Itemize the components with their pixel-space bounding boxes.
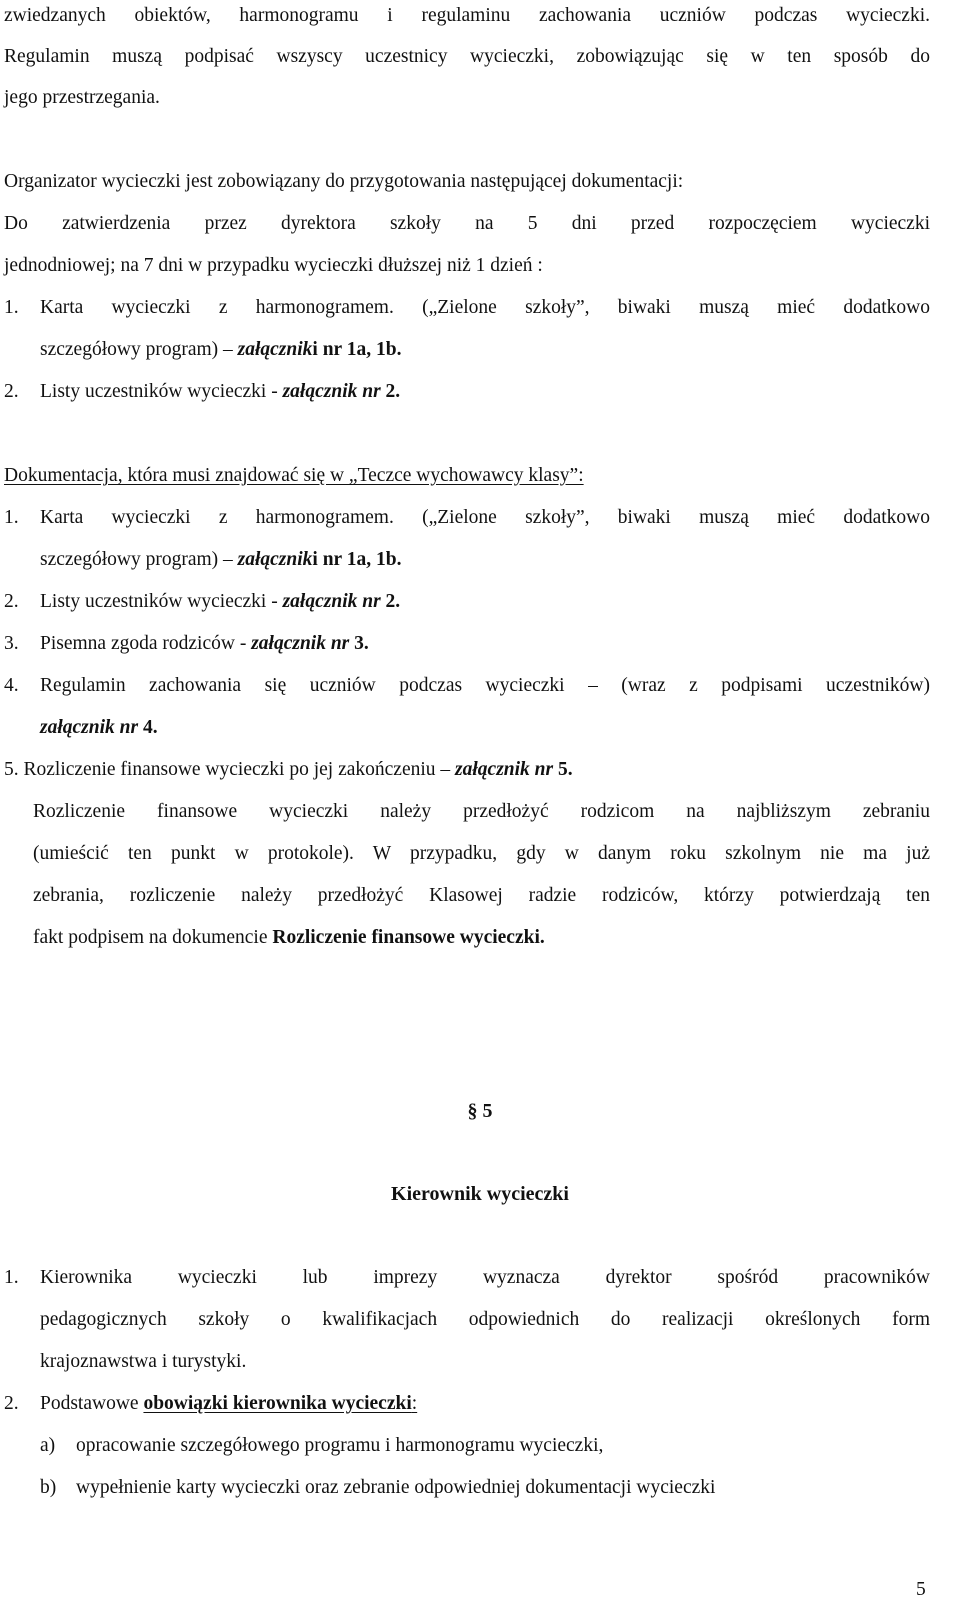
settlement-text: fakt podpisem na dokumencie (33, 927, 273, 948)
attachment-ref: załącznik nr (282, 591, 381, 612)
attachment-ref: załącznik nr (40, 717, 139, 738)
sublist-label: a) (40, 1435, 56, 1456)
list-number: 4. (4, 675, 19, 696)
page-number: 5 (916, 1579, 926, 1600)
attachment-ref-number: i nr 1a, 1b. (312, 339, 402, 360)
sublist-item-text: wypełnienie karty wycieczki oraz zebranie odpowiedniej dokumentacji wycieczki (76, 1477, 716, 1498)
list-item-text: Kierownika wycieczki lub imprezy wyznacza dyrektor spośród pracowników (40, 1267, 930, 1288)
folder-heading: Dokumentacja, która musi znajdować się w „Teczce wychowawcy klasy”: (4, 465, 584, 486)
list-item-continuation: pedagogicznych szkoły o kwalifikacjach odpowiednich do realizacji określonych form (40, 1309, 930, 1330)
item-text: Pisemna zgoda rodziców - (40, 633, 252, 654)
list-item-text (40, 632, 960, 656)
item-text: 5. Rozliczenie finansowe wycieczki po jej zakończeniu – (4, 759, 456, 780)
document-name: Rozliczenie finansowe wycieczki. (272, 927, 545, 948)
attachment-ref-number: 2. (380, 591, 401, 612)
list-item-continuation (40, 716, 960, 740)
organizer-intro: Organizator wycieczki jest zobowiązany do przygotowania następującej dokumentacji: (4, 171, 684, 192)
list-item-continuation (40, 338, 960, 362)
approval-line: jednodniowej; na 7 dni w przypadku wycieczki dłuższej niż 1 dzień : (4, 255, 543, 276)
list-item-text: Karta wycieczki z harmonogramem. („Zielone szkoły”, biwaki muszą mieć dodatkowo (40, 297, 930, 318)
settlement-line: (umieścić ten punkt w protokole). W przypadku, gdy w danym roku szkolnym nie ma już (33, 843, 930, 864)
item-text: Podstawowe (40, 1393, 144, 1414)
continuation-text: szczegółowy program) – (40, 549, 238, 570)
paragraph-line: jego przestrzegania. (4, 87, 160, 108)
paragraph-line: zwiedzanych obiektów, harmonogramu i regulaminu zachowania uczniów podczas wycieczki. (4, 5, 930, 26)
attachment-ref-number: 4. (138, 717, 158, 738)
list-item-text (40, 1392, 960, 1416)
attachment-ref: załącznik nr (282, 381, 381, 402)
list-item-text (40, 380, 960, 404)
list-item-text (4, 758, 960, 782)
duties-heading: obowiązki kierownika wycieczki (143, 1393, 412, 1414)
item-text: Listy uczestników wycieczki - (40, 591, 283, 612)
attachment-ref: załącznik nr (455, 759, 554, 780)
section-title: Kierownik wycieczki (391, 1183, 569, 1205)
list-item-continuation (40, 548, 960, 572)
attachment-ref: załącznik nr (251, 633, 350, 654)
list-item-text: Karta wycieczki z harmonogramem. („Zielone szkoły”, biwaki muszą mieć dodatkowo (40, 507, 930, 528)
list-item-text (40, 590, 960, 614)
attachment-ref: załącznik (237, 549, 313, 570)
list-number: 2. (4, 591, 19, 612)
attachment-ref: załącznik (237, 339, 313, 360)
continuation-text: szczegółowy program) – (40, 339, 238, 360)
section-number: § 5 (467, 1100, 493, 1122)
settlement-line (33, 926, 960, 950)
settlement-line: Rozliczenie finansowe wycieczki należy przedłożyć rodzicom na najbliższym zebraniu (33, 801, 930, 822)
attachment-ref-number: 5. (553, 759, 573, 780)
item-text: Listy uczestników wycieczki - (40, 381, 283, 402)
colon: : (411, 1393, 418, 1414)
attachment-ref-number: i nr 1a, 1b. (312, 549, 402, 570)
list-number: 1. (4, 507, 19, 528)
list-number: 3. (4, 633, 19, 654)
sublist-label: b) (40, 1477, 57, 1498)
attachment-ref-number: 2. (380, 381, 401, 402)
list-item-continuation: krajoznawstwa i turystyki. (40, 1351, 247, 1372)
list-number: 2. (4, 381, 19, 402)
attachment-ref-number: 3. (349, 633, 369, 654)
sublist-item-text: opracowanie szczegółowego programu i harmonogramu wycieczki, (76, 1435, 604, 1456)
approval-line: Do zatwierdzenia przez dyrektora szkoły na 5 dni przed rozpoczęciem wycieczki (4, 213, 930, 234)
settlement-line: zebrania, rozliczenie należy przedłożyć Klasowej radzie rodziców, którzy potwierdzają ten (33, 885, 930, 906)
list-number: 1. (4, 297, 19, 318)
list-number: 2. (4, 1393, 19, 1414)
list-number: 1. (4, 1267, 19, 1288)
list-item-text: Regulamin zachowania się uczniów podczas wycieczki – (wraz z podpisami uczestników) (40, 675, 930, 696)
paragraph-line: Regulamin muszą podpisać wszyscy uczestnicy wycieczki, zobowiązując się w ten sposób do (4, 46, 930, 67)
